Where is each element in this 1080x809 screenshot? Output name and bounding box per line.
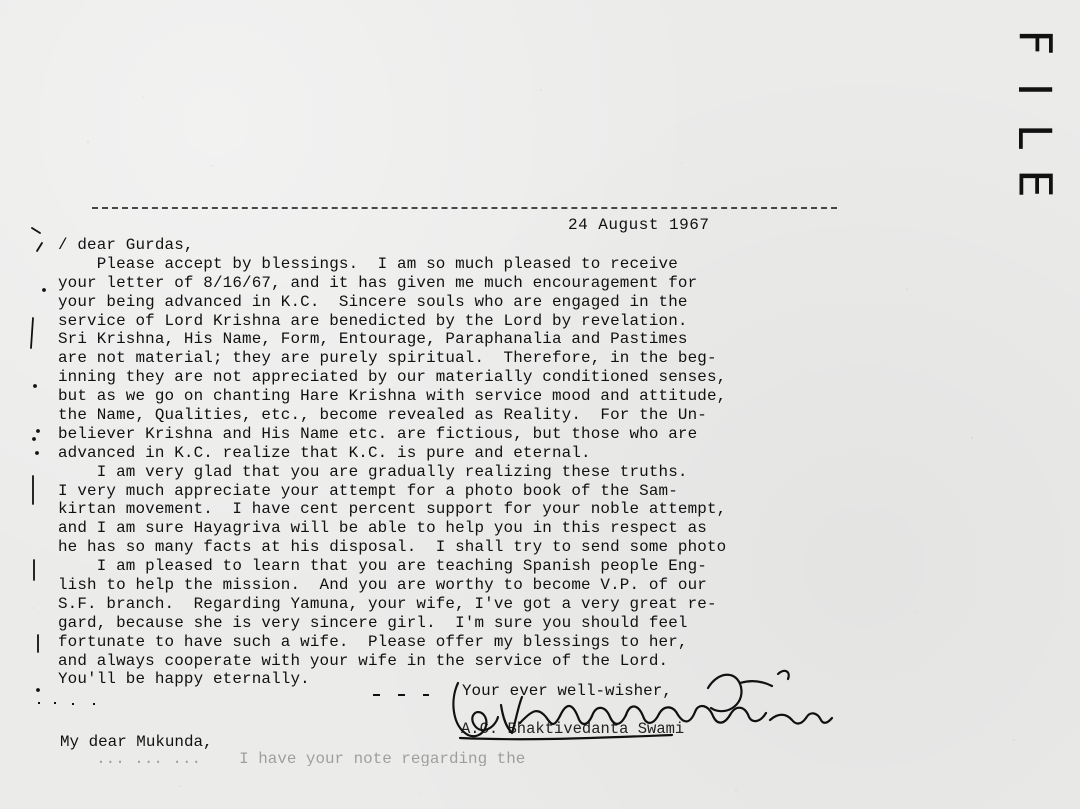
- letter-line: Sri Krishna, His Name, Form, Entourage, Paraphanalia and Pastimes: [58, 330, 688, 349]
- file-stamp-letter: E: [1008, 169, 1062, 198]
- letter-line: and always cooperate with your wife in the service of the Lord.: [58, 651, 669, 670]
- letter-line: I very much appreciate your attempt for a photo book of the Sam-: [58, 481, 678, 500]
- letter-line: kirtan movement. I have cent percent support for your noble attempt,: [58, 500, 727, 519]
- second-salutation: My dear Mukunda,: [60, 733, 213, 751]
- letter-line: he has so many facts at his disposal. I shall try to send some photo: [58, 538, 727, 557]
- letter-line: believer Krishna and His Name etc. are fictious, but those who are: [58, 424, 698, 443]
- margin-marks: [28, 220, 56, 720]
- letter-line: gard, because she is very sincere girl. I'm sure you should feel: [58, 613, 688, 632]
- letter-line: I am pleased to learn that you are teaching Spanish people Eng-: [58, 557, 707, 576]
- bottom-dashes: [38, 694, 448, 714]
- letter-line: S.F. branch. Regarding Yamuna, your wife, I've got a very great re-: [58, 594, 717, 613]
- letter-line: inning they are not appreciated by our materially conditioned senses,: [58, 368, 727, 387]
- letter-line: Please accept by blessings. I am so much pleased to receive: [58, 254, 678, 273]
- file-stamp-letter: F: [1008, 29, 1062, 56]
- salutation-line: / dear Gurdas,: [58, 236, 194, 254]
- letter-line: fortunate to have such a wife. Please offer my blessings to her,: [58, 632, 688, 651]
- letter-line: service of Lord Krishna are benedicted by the Lord by revelation.: [58, 311, 688, 330]
- file-stamp-letter: L: [1008, 123, 1062, 150]
- letter-line: but as we go on chanting Hare Krishna with service mood and attitude,: [58, 387, 727, 406]
- letter-line: the Name, Qualities, etc., become revealed as Reality. For the Un-: [58, 406, 707, 425]
- letter-line: advanced in K.C. realize that K.C. is pure and eternal.: [58, 443, 591, 462]
- letter-line: your being advanced in K.C. Sincere souls who are engaged in the: [58, 292, 688, 311]
- letter-line: are not material; they are purely spiritual. Therefore, in the beg-: [58, 349, 717, 368]
- letter-line: lish to help the mission. And you are worthy to become V.P. of our: [58, 576, 707, 595]
- cutoff-text-line: ... ... ... I have your note regarding the: [58, 750, 526, 766]
- file-stamp-letter: I: [1008, 82, 1062, 97]
- letter-body: [58, 236, 853, 689]
- letter-line: You'll be happy eternally.: [58, 670, 310, 689]
- letter-closing: Your ever well-wisher,: [462, 682, 672, 700]
- letter-line: your letter of 8/16/67, and it has given me much encouragement for: [58, 273, 698, 292]
- top-dashed-rule: [92, 207, 837, 209]
- letter-line: I am very glad that you are gradually realizing these truths.: [58, 462, 688, 481]
- letter-line: and I am sure Hayagriva will be able to help you in this respect as: [58, 519, 707, 538]
- letter-date: 24 August 1967: [568, 216, 710, 234]
- signature-name: A.C. Bhaktivedanta Swami: [461, 720, 685, 738]
- file-stamp: [1005, 20, 1065, 206]
